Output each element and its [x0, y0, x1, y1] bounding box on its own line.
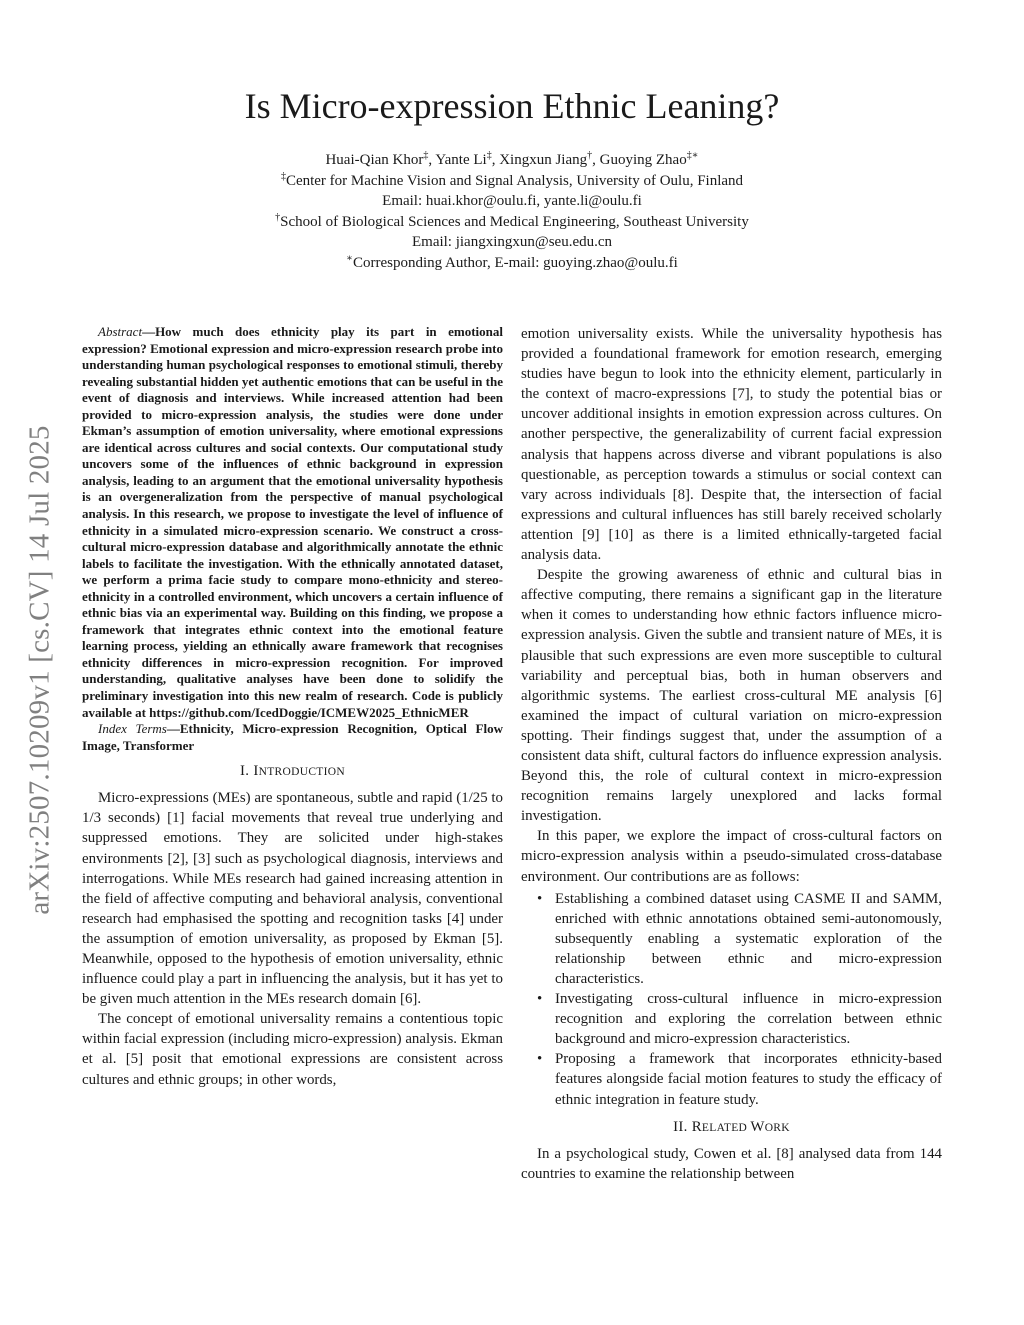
author-name: Yante Li: [435, 152, 487, 168]
bullet-icon: •: [537, 1051, 543, 1068]
intro-paragraph-3: Despite the growing awareness of ethnic and cultural bias in affective computing, there remains a significant gap in the literature when it comes to understanding how ethnic factors influence micro-expression analysis. Given the subtle and transient nature of MEs, it is plausible that such expressions are even more susceptible to cultural variability and perceptual bias, both in human observers and algorithmic systems. The earliest cross-cultural ME analysis [6] examined the impact of cultural variation on micro-expression spotting. Their findings suggest that, under the assumption of a consistent data shift, cultural factors do influence expression analysis. Beyond this, the role of cultural context in micro-expression recognition remains largely unexplored and lacks formal investigation.: [521, 567, 942, 825]
bullet-icon: •: [537, 991, 543, 1008]
contributions-list: [521, 889, 942, 1110]
author-name: Guoying Zhao: [599, 152, 687, 168]
corresponding-author: ∗Corresponding Author, E-mail: guoying.zhao@oulu.fi: [346, 252, 678, 271]
abstract-text: How much does ethnicity play its part in emotional expression? Emotional expression and micro-expression research probe into understanding human psychological responses to emotional stimuli, thereby revealing substantial hidden yet authentic emotions that can be useful in the event of diagnosis and interviews. While increased attention had been provided to micro-expression analysis, the studies were done under Ekman’s assumption of emotion universality, where emotional expressions are identical across cultures and social contexts. Our computational study uncovers some of the influences of ethnic background in expression analysis, leading to an argument that the emotional universality hypothesis is an overgeneralization from the perspective of manual psychological analysis. In this research, we propose to investigate the level of influence of ethnicity in a simulated micro-expression scenario. We construct a cross-cultural micro-expression database and algorithmically annotate the ethnic labels to facilitate the investigation. With the ethnically annotated dataset, we perform a prima facie study to compare mono-ethnicity and stereo-ethnicity in a controlled environment, which uncovers a certain influence of ethnic bias via an experimental way. Building on this finding, we propose a framework that integrates ethnic context into the emotional feature learning process, yielding an ethnically aware framework that recognises ethnicity differences in micro-expression recognition. For improved understanding, qualitative analyses have been done to solidify the preliminary investigation into this new realm of research. Code is publicly available at https://github.com/IcedDoggie/ICMEW2025_EthnicMER: [82, 324, 503, 720]
paper-title: Is Micro-expression Ethnic Leaning?: [244, 86, 780, 126]
intro-paragraph-4: In this paper, we explore the impact of cross-cultural factors on micro-expression analysis within a pseudo-simulated cross-database environment. Our contributions are as follows:: [521, 828, 942, 885]
intro-paragraph-2-continued: emotion universality exists. While the universality hypothesis has provided a foundational framework for emotion research, emerging studies have begun to look into the ethnicity element, particularly in the context of macro-expressions [7], to study the potential bias or uncover additional insights in emotion expression across cultures. On another perspective, the generalizability of current facial expression analysis that happens across diverse and vibrant populations is also questionable, as perception towards a stimulus or social context can vary across individuals [8]. Despite that, the intersection of facial expressions and cultural influences has still barely received scholarly attention [9] [10] as there is a limited ethnically-targeted facial analysis data.: [521, 326, 942, 564]
author-names: Huai-Qian Khor‡, Yante Li‡, Xingxun Jiang†, Guoying Zhao‡∗: [325, 150, 699, 168]
author-mark: ‡∗: [686, 150, 699, 161]
arxiv-identifier: arXiv:2507.10209v1 [cs.CV] 14 Jul 2025: [23, 425, 56, 915]
author-name: Xingxun Jiang: [499, 152, 588, 168]
related-paragraph-1: In a psychological study, Cowen et al. [8] analysed data from 144 countries to examine the relationship between: [521, 1145, 942, 1182]
index-terms-text: Ethnicity, Micro-expression Recognition, Optical Flow Image, Transformer: [82, 721, 503, 753]
email-2: Email: jiangxingxun@seu.edu.cn: [411, 234, 613, 250]
author-mark: †: [587, 150, 593, 161]
author-name: Huai-Qian Khor: [325, 152, 424, 168]
author-mark: ‡: [423, 150, 429, 161]
abstract: Abstract—How much does ethnicity play its part in emotional expression? Emotional expression and micro-expression research probe into understanding human psychological responses to emotional stimuli, thereby revealing substantial hidden yet authentic emotions that can be useful in the event of diagnosis and interviews. While increased attention had been provided to micro-expression analysis, the studies were done under Ekman’s assumption of emotion universality, where emotional expressions are identical across cultures and social contexts. Our computational study uncovers some of the influences of ethnic background in expression analysis, leading to an argument that the emotional universality hypothesis is an overgeneralization from the perspective of manual psychological analysis. In this research, we propose to investigate the level of influence of ethnicity in a simulated micro-expression scenario. We construct a cross-cultural micro-expression database and algorithmically annotate the ethnic labels to facilitate the investigation. With the ethnically annotated dataset, we perform a prima facie study to compare mono-ethnicity and stereo-ethnicity in a controlled environment, which uncovers a certain influence of ethnic bias via an experimental way. Building on this finding, we propose a framework that integrates ethnic context into the emotional feature learning process, yielding an ethnically aware framework that recognises ethnicity differences in micro-expression recognition. For improved understanding, qualitative analyses have been done to solidify the preliminary investigation into this new realm of research. Code is publicly available at https://github.com/IcedDoggie/ICMEW2025_EthnicMER: [82, 324, 503, 720]
affiliation-2: †School of Biological Sciences and Medical Engineering, Southeast University: [275, 211, 749, 230]
list-item: • Proposing a framework that incorporates ethnicity-based features alongside facial motion features to study the efficacy of ethnic integration in feature study.: [537, 1051, 942, 1108]
section-heading-introduction: I. INTRODUCTION: [240, 763, 345, 780]
arxiv-side-stamp: [20, 375, 60, 965]
index-terms: Index Terms—Ethnicity, Micro-expression Recognition, Optical Flow Image, Transformer: [82, 721, 503, 753]
intro-paragraph-1: Micro-expressions (MEs) are spontaneous, subtle and rapid (1/25 to 1/3 seconds) [1] facial movements that reveal true underlying and suppressed emotions. They are solicited under high-stakes environments [2], [3] such as psychological diagnosis, interviews and interrogations. While MEs research had gained increasing attention in the field of affective computing and behavioral analysis, conventional research had emphasised the spotting and recognition tasks [4] under the assumption of emotion universality, as proposed by Ekman [5]. Meanwhile, opposed to the hypothesis of emotion universality, ethnic influence could play a part in influencing the analysis, but it has yet to be given much attention in the MEs research domain [6].: [82, 790, 503, 1008]
left-column: [82, 324, 503, 1090]
intro-paragraph-2: The concept of emotional universality remains a contentious topic within facial expression (including micro-expression) analysis. Ekman et al. [5] posit that emotional expressions are consistent across cultures and ethnic groups; in other words,: [82, 1011, 503, 1088]
abstract-label: Abstract: [98, 324, 143, 339]
right-column: [521, 324, 942, 1184]
email-1: Email: huai.khor@oulu.fi, yante.li@oulu.fi: [382, 193, 642, 209]
list-item: • Establishing a combined dataset using CASME II and SAMM, enriched with ethnic annotations obtained semi-autonomously, subsequently enabling a systematic exploration of the relationship between ethnic and micro-expression characteristics.: [537, 890, 942, 987]
list-item: • Investigating cross-cultural influence in micro-expression recognition and exploring the correlation between ethnic background and micro-expression characteristics.: [537, 991, 942, 1048]
author-mark: ‡: [486, 150, 492, 161]
affiliation-1: ‡Center for Machine Vision and Signal Analysis, University of Oulu, Finland: [280, 170, 744, 189]
author-block: [80, 150, 944, 273]
index-terms-label: Index Terms: [98, 721, 167, 737]
section-heading-related-work: II. RELATED WORK: [673, 1118, 790, 1135]
bullet-icon: •: [537, 890, 543, 907]
